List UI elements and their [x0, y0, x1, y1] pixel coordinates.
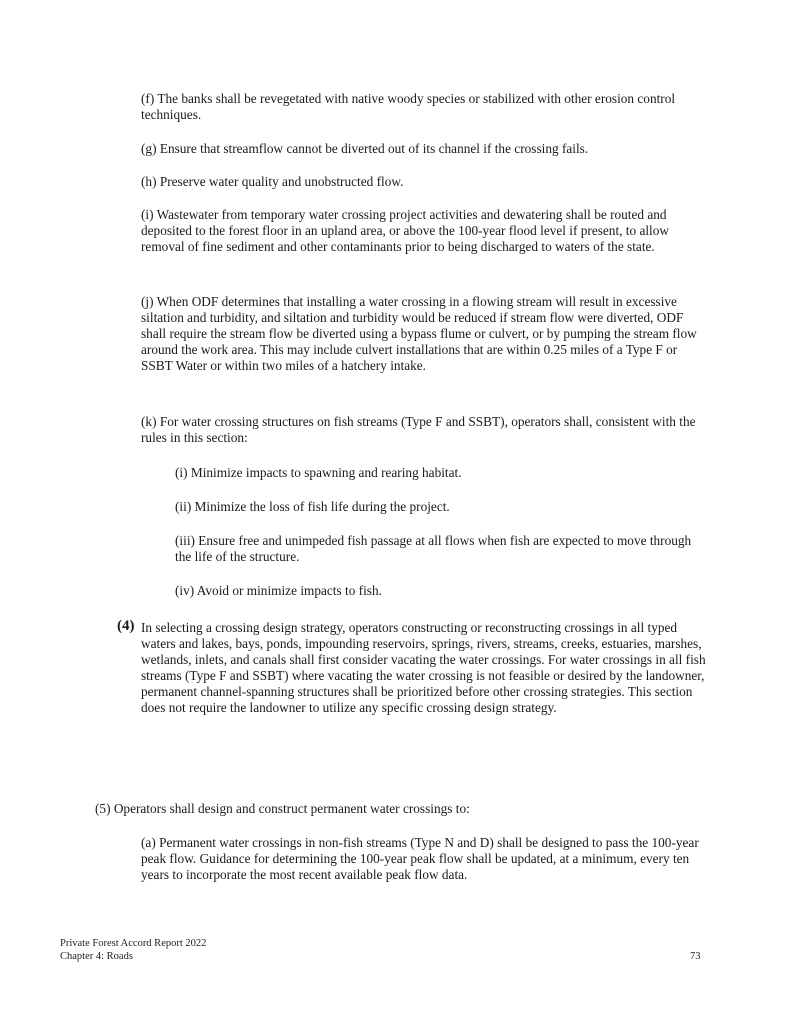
paragraph-k-i: (i) Minimize impacts to spawning and rearing habitat.: [175, 465, 462, 480]
paragraph-5a: (a) Permanent water crossings in non-fish streams (Type N and D) shall be designed to pass the 100-year peak flow. Guidance for determining the 100-year peak flow shall be updated, at a minimum, every ten years to incorporate the most recent available peak flow data.: [141, 835, 699, 882]
paragraph-k: (k) For water crossing structures on fish streams (Type F and SSBT), operators shall, consistent with the rules in this section:: [141, 414, 696, 445]
paragraph-i: (i) Wastewater from temporary water crossing project activities and dewatering shall be routed and deposited to the forest floor in an upland area, or above the 100-year flood level if present, to allow removal of fine sediment and other contaminants prior to being discharged to waters of the state.: [141, 207, 670, 254]
paragraph-k-iv: (iv) Avoid or minimize impacts to fish.: [175, 583, 382, 598]
paragraph-h: (h) Preserve water quality and unobstructed flow.: [141, 174, 404, 189]
footer-left: [60, 937, 206, 963]
paragraph-j: (j) When ODF determines that installing a water crossing in a flowing stream will result in excessive siltation and turbidity, and siltation and turbidity would be reduced if stream flow were diverted, ODF shall require the stream flow be diverted using a bypass flume or culvert, or by pumping the stream flow around the work area. This may include culvert installations that are within 0.25 miles of a Type F or SSBT Water or within two miles of a hatchery intake.: [141, 294, 697, 373]
footer-chapter: Chapter 4: Roads: [60, 951, 133, 962]
paragraph-k-iii: (iii) Ensure free and unimpeded fish passage at all flows when fish are expected to move through the life of the structure.: [175, 533, 692, 564]
paragraph-k-ii: (ii) Minimize the loss of fish life during the project.: [175, 499, 450, 514]
paragraph-f: (f) The banks shall be revegetated with native woody species or stabilized with other erosion control techniques.: [141, 91, 676, 122]
section-4-text: In selecting a crossing design strategy, operators constructing or reconstructing crossings in all typed waters and lakes, bays, ponds, impounding reservoirs, springs, rivers, streams, creeks, estuaries, marshes, wetlands, inlets, and canals shall first consider vacating the water crossings. For water crossings in all fish streams (Type F and SSBT) where vacating the water crossing is not feasible or desired by the landowner, permanent channel-spanning structures shall be prioritized before other crossing strategies. This section does not require the landowner to utilize any specific crossing design strategy.: [141, 620, 706, 715]
section-5-heading: (5) Operators shall design and construct permanent water crossings to:: [95, 801, 470, 816]
footer-report-title: Private Forest Accord Report 2022: [60, 938, 207, 949]
page-number: 73: [690, 951, 701, 962]
paragraph-g: (g) Ensure that streamflow cannot be diverted out of its channel if the crossing fails.: [141, 141, 589, 156]
section-4-number: (4): [117, 618, 135, 634]
